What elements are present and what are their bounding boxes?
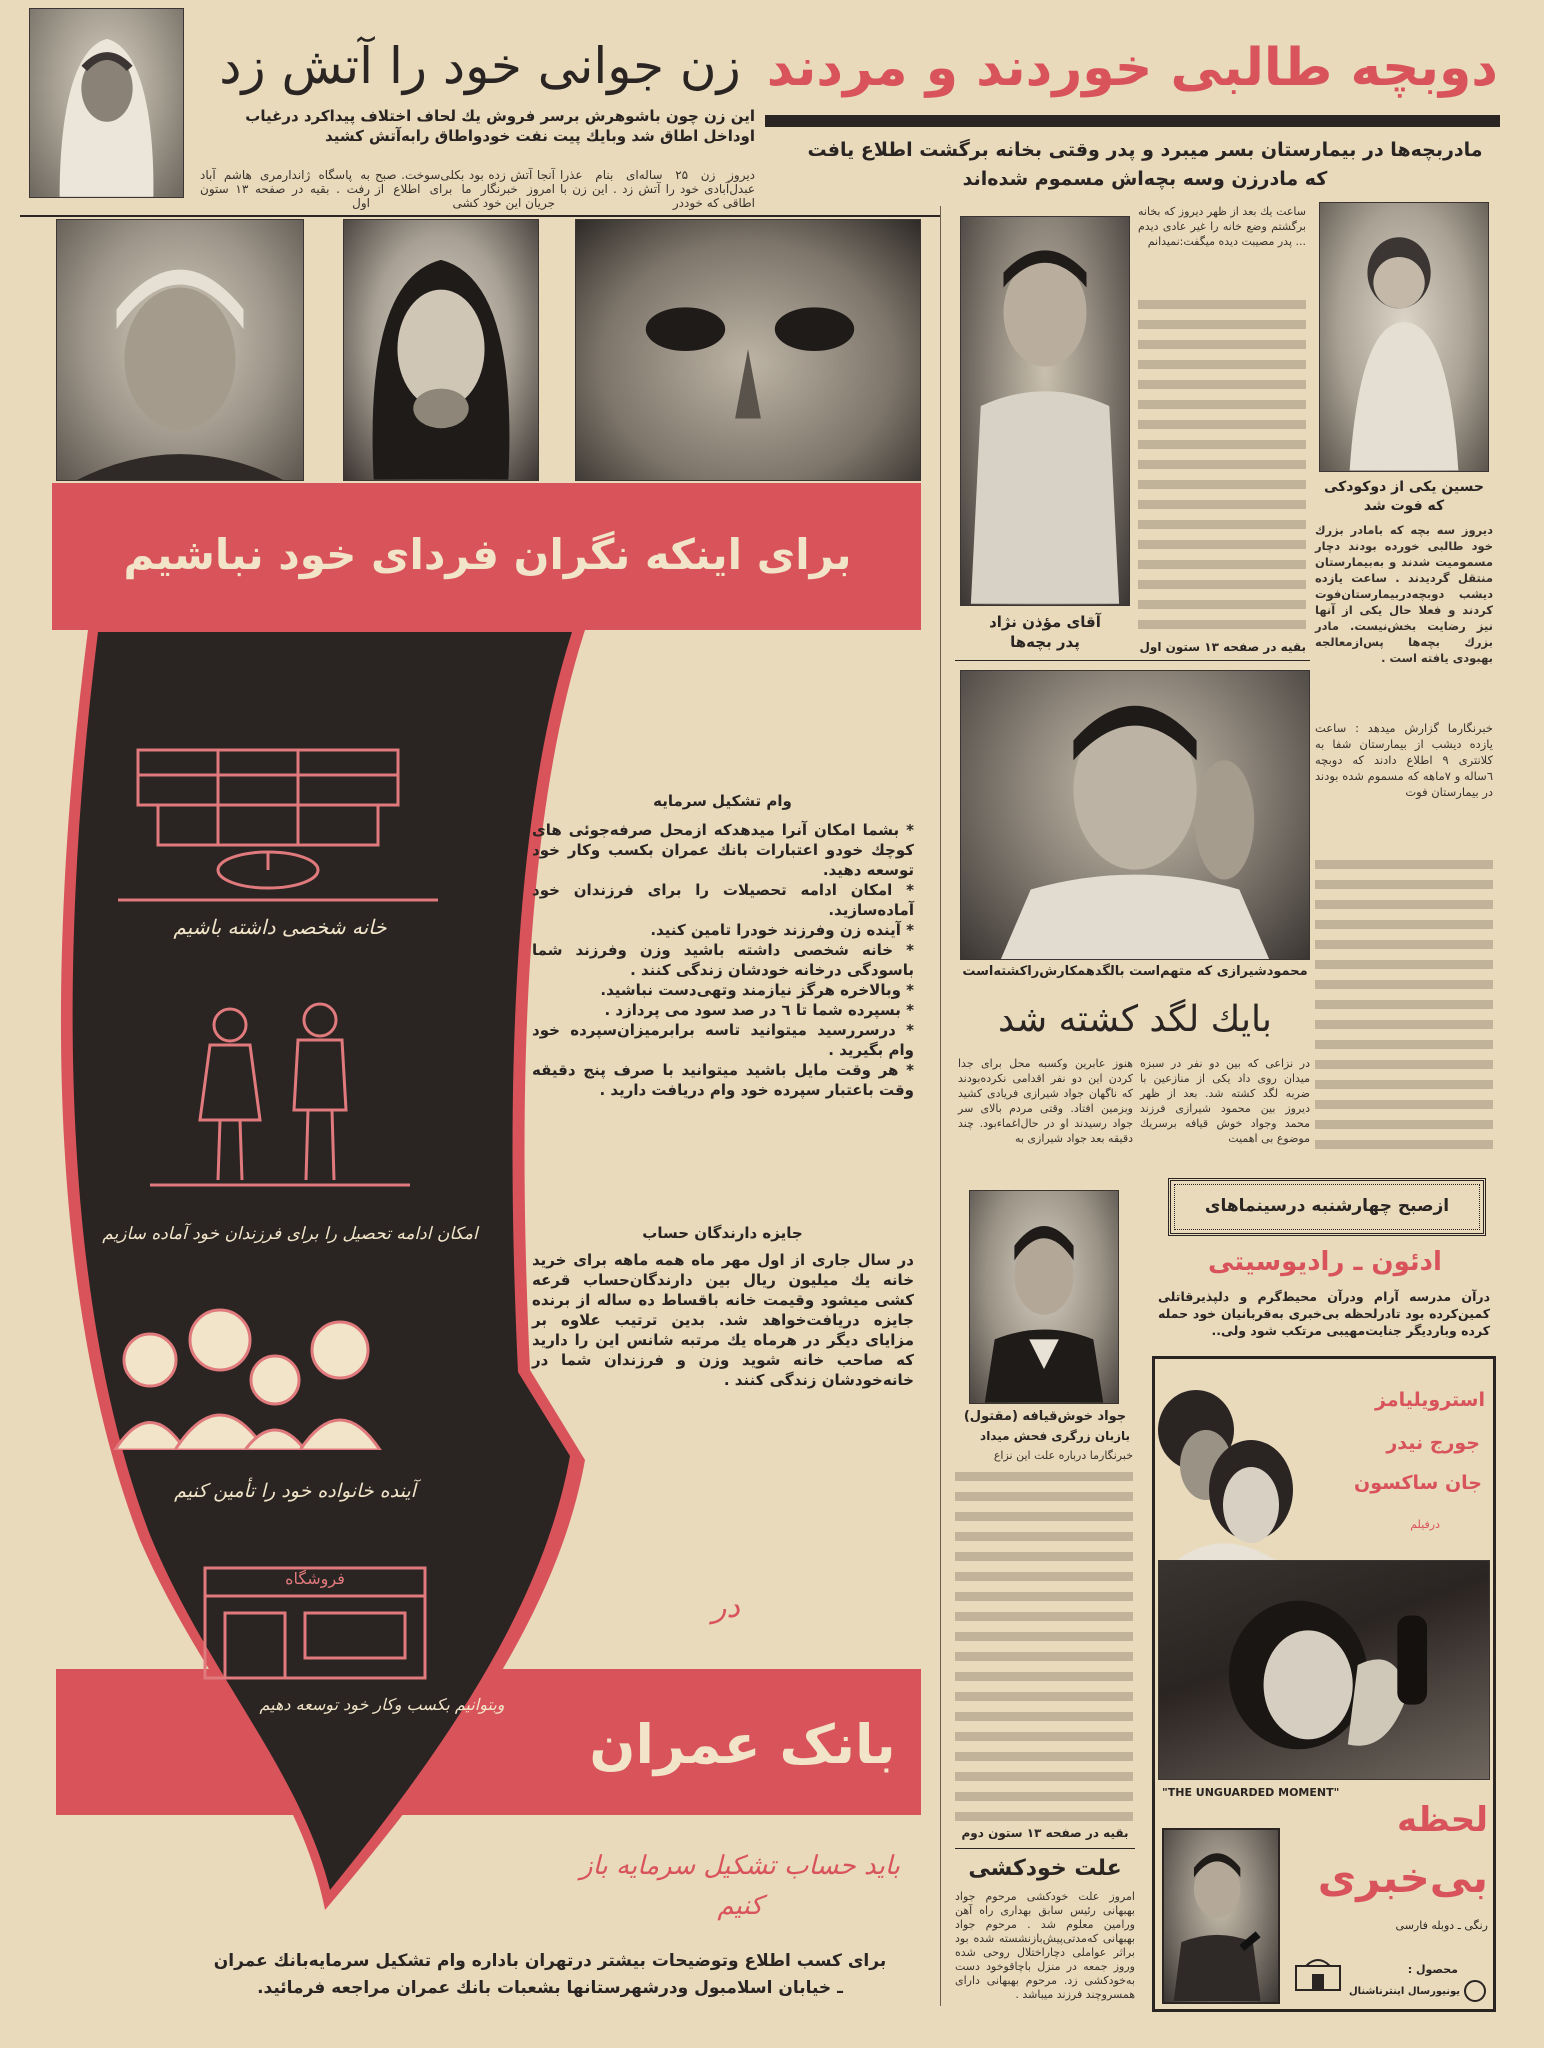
child-caption: حسین یکی از دوکودکی که فوت شد xyxy=(1324,479,1484,514)
house-illustration xyxy=(118,730,438,905)
producer-label: محصول : xyxy=(1407,1963,1458,1976)
text-lines xyxy=(955,1472,1133,1822)
film-cast-2: جورج نیدر xyxy=(1386,1432,1480,1454)
ad-slogan: باید حساب تشکیل سرمایه باز کنیم xyxy=(580,1851,900,1921)
prize-heading: جایزه دارندگان حساب xyxy=(642,1224,803,1242)
left-story-col-3: به پاسگاه ژاندارمری هاشم آباد رفت . بقیه در صفحه ۱۳ ستون اول xyxy=(200,168,370,210)
ad-caption-family: آینده خانواده خود را تأمین کنیم xyxy=(174,1480,416,1502)
actor-photo xyxy=(1162,1828,1280,2004)
shop-sign: فروشگاه xyxy=(285,1569,345,1588)
loan-bullet: * هر وقت مایل باشید میتوانید با صرف پنج دقیقه وقت باعتبار سپرده خود وام دریافت دارید . xyxy=(532,1061,914,1099)
accused-photo xyxy=(960,670,1310,960)
left-story-col-1: دیروز زن ۲۵ ساله‌ای بنام عذرا عبدل‌آبادی خود را آتش زد . این زن با اطاقی که خوددر xyxy=(560,168,755,210)
ad-footer: برای کسب اطلاع وتوضیحات بیشتر درتهران باداره وام تشکیل سرمایه‌بانك عمران ـ خیابان اسلامبول ودرشهرستانها بشعبات بانك عمران مراجعه فرمائید. xyxy=(213,1951,887,1998)
main-story-deck: مادربچه‌ها در بیمارستان بسر میبرد و پدر وقتی بخانه برگشت اطلاع یافت که مادرزن وسه بچه‌اش مسموم شده‌اند xyxy=(807,139,1483,190)
text-lines xyxy=(1315,860,1493,1160)
film-title-2: بی‌خبری xyxy=(1317,1853,1488,1902)
film-cast-1: استرویلیامز xyxy=(1375,1389,1485,1411)
ad-photo-older-woman xyxy=(56,219,304,481)
ad-banner-text: برای اینکه نگران فردای خود نباشیم xyxy=(123,530,852,579)
prize-text: در سال جاری از اول مهر ماه همه ماهه برای خرید خانه یك میلیون ریال بین دارندگان‌حساب قرعه کشی میشود وقیمت خانه باقساط ده ساله از برنده جایزه دریافت‌خواهد شد. بدین ترتیب علاوه بر مزایای دیگر در هرماه یك مرتبه شانس این را دارید که صاحب خانه شوید وزن و فرزندان شما در خانه‌خودشان زندگی کنند . xyxy=(532,1251,914,1389)
divider xyxy=(955,660,1310,661)
producer-name: یونیورسال اینترناشنال xyxy=(1348,1986,1460,1997)
ad-caption-business: وبتوانیم بکسب وکار خود توسعه دهیم xyxy=(259,1695,505,1714)
cinema-theaters: ادئون ـ رادیوسیتی xyxy=(1208,1247,1442,1277)
father-photo xyxy=(960,216,1130,606)
loan-bullet: * آینده زن وفرزند خودرا تامین کنید. xyxy=(650,921,914,939)
loan-bullet: * خانه شخصی داشته باشید وزن وفرزند شما باسودگی درخانه خودشان زندگی کنند . xyxy=(532,941,914,979)
main-story-headline: دوبچه طالبی خوردند و مردند xyxy=(766,38,1498,98)
cinema-header-box: ازصبح چهارشنبه درسینماهای xyxy=(1168,1178,1486,1236)
children-illustration xyxy=(150,1000,410,1190)
father-caption xyxy=(960,612,1130,652)
kick-story-continue: بقیه در صفحه ۱۳ ستون دوم xyxy=(961,1826,1129,1840)
child-text: دیروز سه بچه که بامادر بزرك خود طالبی خورده بودند دچار مسمومیت شدند و به‌بیمارستان منتقل گردیدند . ساعت یازده دیشب دوبچه‌دربیمارستان‌فوت کردند و فعلا حال یکی از آنها نیز رضایت بخش‌نیست. مادر بزرك بچه‌ها پس‌ازمعالجه بهبودی یافته است . xyxy=(1315,523,1493,665)
woman-portrait-photo xyxy=(29,8,184,198)
film-in-label: درفیلم xyxy=(1410,1518,1440,1531)
loan-bullet: * بشما امکان آنرا میدهدکه ازمحل صرفه‌جوئی های کوچك خودو اعتبارات بانك عمران بکسب وکار خود توسعه دهید. xyxy=(532,821,914,879)
ad-in-word: در xyxy=(712,1590,740,1625)
left-story-col-2: آنجا آتش زده بود بکلی‌سوخت. صبح امروز خبرنگار ما برای اطلاع از جریان این خود کشی xyxy=(375,168,555,210)
victim-caption: جواد خوش‌قیافه (مقتول) xyxy=(963,1409,1127,1424)
main-story-col-text: ساعت یك بعد از ظهر دیروز که بخانه برگشتم وضع خانه را غیر عادی دیدم ... پدر مصیبت دیده میگفت:نمیدانم xyxy=(1138,205,1306,248)
kick-story-col-2: هنوز عابرین وکسبه محل برای جدا کردن این دو نفر اقدامی نکرده‌بودند که ناگهان جواد شیرازی فریادی کشید وبزمین افتاد. وقتی مردم بالای سر جواد رسیدند او در حال‌اغماءبود. چند دقیقه بعد جواد شیرازی به xyxy=(958,1057,1133,1145)
loan-bullet: * وبالاخره هرگز نیازمند وتهی‌دست نباشید. xyxy=(600,981,914,999)
headline-bar xyxy=(765,115,1500,127)
suicide-headline: علت خودکشی xyxy=(968,1856,1122,1881)
studio-building-icon xyxy=(1292,1950,1344,1992)
column-divider xyxy=(940,206,941,2006)
film-cast-3: جان ساکسون xyxy=(1354,1472,1482,1494)
film-format: رنگی ـ دوبله فارسی xyxy=(1395,1919,1488,1932)
text-lines xyxy=(1138,300,1306,630)
film-still-photo xyxy=(1158,1560,1490,1780)
victim-subcaption: بازبان زرگری فحش میداد xyxy=(980,1429,1130,1443)
main-story-continue: بقیه در صفحه ۱۳ ستون اول xyxy=(1139,640,1306,654)
victim-text: خبرنگارما درباره علت این نزاع xyxy=(993,1449,1133,1462)
bank-name: بانک عمران xyxy=(589,1713,896,1776)
film-title-1: لحظه xyxy=(1396,1800,1488,1840)
kick-story-col-1: در نزاعی که بین دو نفر در سبزه میدان روی داد یکی از منازعین با ضربه لگد کشته شد. بعد از ظهر دیروز بین محمود شیرازی فرزند محمد وجواد خوش قیافه برسریك موضوع بی اهمیت xyxy=(1140,1057,1310,1145)
left-story-headline: زن جوانی خود را آتش زد xyxy=(219,37,741,95)
loan-bullets xyxy=(532,820,914,1100)
loan-bullet: * امکان ادامه تحصیلات را برای فرزندان خود آماده‌سازید. xyxy=(532,881,914,919)
divider xyxy=(20,215,940,217)
kick-story-headline: بایك لگد کشته شد xyxy=(998,999,1272,1040)
loan-heading: وام تشکیل سرمایه xyxy=(653,792,792,810)
victim-photo xyxy=(969,1190,1119,1404)
child-photo xyxy=(1319,202,1489,472)
universal-logo-icon xyxy=(1464,1980,1486,2002)
left-story-deck: این زن چون باشوهرش برسر فروش یك لحاف اختلاف پیداکرد درغیاب اوداخل اطاق شد وبایك پیت نفت خودواطاق رابه‌آتش کشید xyxy=(245,107,755,145)
father-caption-role: پدر بچه‌ها xyxy=(1010,633,1080,651)
film-couple-photo xyxy=(1156,1380,1296,1570)
father-caption-name: آقای مؤذن نژاد xyxy=(989,613,1101,631)
ad-caption-education: امکان ادامه تحصیل را برای فرزندان خود آماده سازیم xyxy=(102,1224,478,1244)
ad-caption-house: خانه شخصی داشته باشیم xyxy=(173,915,387,939)
accused-caption: محمودشیرازی که متهم‌است بالگدهمکارش‌راکشته‌است xyxy=(962,964,1308,979)
report-text: خبرنگارما گزارش میدهد : ساعت یازده دیشب از بیمارستان شفا به کلانتری ۹ اطلاع دادند که دوبچه ٦ساله و ۷ماهه که مسموم شده بودند در بیمارستان فوت xyxy=(1315,721,1493,799)
ad-photo-young-woman xyxy=(343,219,539,481)
film-english-title: "THE UNGUARDED MOMENT" xyxy=(1162,1786,1340,1799)
family-illustration xyxy=(105,1300,395,1450)
cinema-blurb: درآن مدرسه آرام ودرآن محیط‌گرم و دلپذیرقاتلی کمین‌کرده بود تادرلحظه بی‌خبری به‌قربانیان خود حمله کرده وباردیگر جنایت‌مهیبی مرتکب شود ولی.. xyxy=(1158,1289,1490,1338)
divider xyxy=(955,1848,1135,1849)
loan-bullet: * بسپرده شما تا ٦ در صد سود می پردازد . xyxy=(604,1001,914,1019)
ad-photo-old-man xyxy=(575,219,921,481)
loan-bullet: * درسررسید میتوانید تاسه برابرمیزان‌سپرده خود وام بگیرید . xyxy=(532,1021,914,1059)
suicide-body: امروز علت خودکشی مرحوم جواد بهبهانی رئیس سابق بهداری راه آهن ورامین معلوم شد . مرحوم جواد بهبهانی که‌مدتی‌پیش‌بازنشسته شده بود براثر عواملی دچاراختلال روحی شده وروز جمعه در منزل باچاقوخود دست به‌خودکشی زد. مرحوم بهبهانی دارای همسروچند فرزند میباشد . xyxy=(955,1890,1135,2001)
